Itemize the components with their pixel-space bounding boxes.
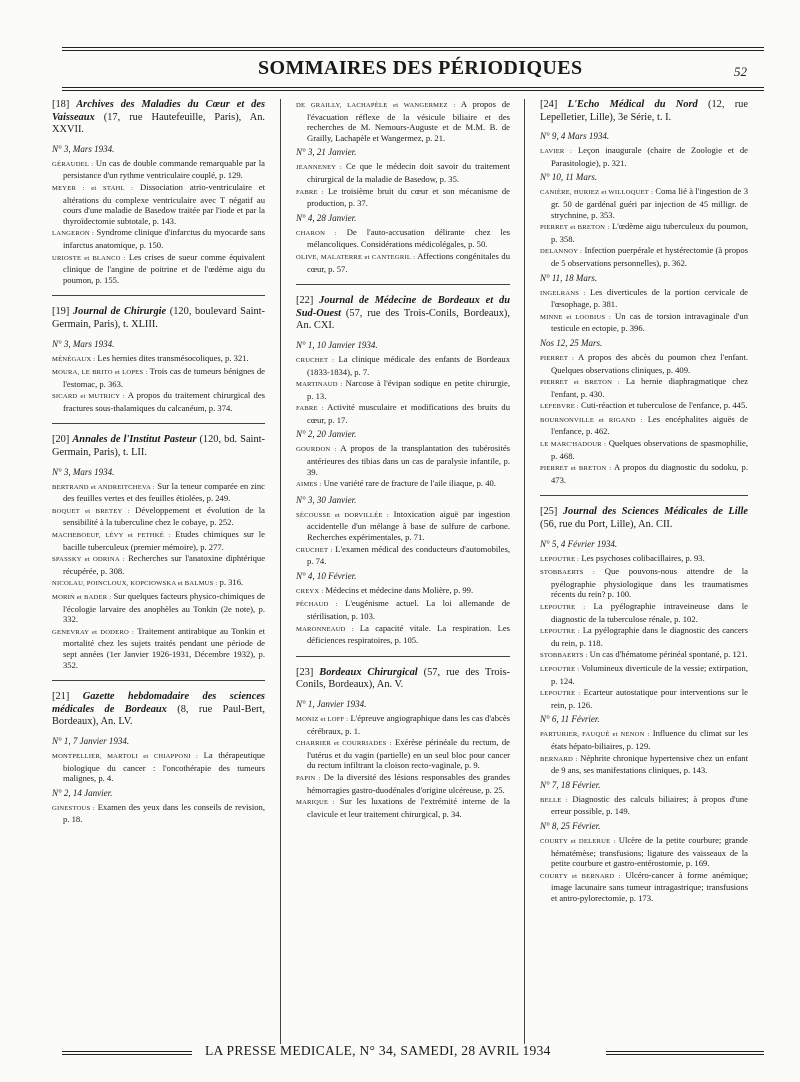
issue-label: N° 6, 11 Février. — [540, 714, 600, 725]
journal-number: [23] — [296, 666, 314, 678]
article-title: La thérapeutique biologique du cancer : l'oncothérapie des tumeurs malignes, p. 4. — [63, 749, 265, 784]
article-authors: PAPIN : — [296, 774, 321, 782]
journal-title — [296, 295, 510, 333]
section-divider — [296, 284, 510, 285]
article-authors: BERTRAND et ANDREITCHEVA : — [52, 483, 155, 491]
article-title: Ce que le médecin doit savoir du traitement chirurgical de la maladie de Basedow, p. 35. — [307, 161, 510, 184]
article-title: Etudes chimiques sur le bacille tuberculeux (premier mémoire), p. 277. — [63, 529, 265, 552]
article-entry — [296, 713, 510, 736]
article-entry — [296, 354, 510, 377]
column-divider — [280, 99, 281, 1044]
journal-section — [296, 295, 510, 646]
issue-label: N° 5, 4 Février 1934. — [540, 538, 618, 549]
article-entry — [52, 626, 265, 670]
journal-title — [52, 434, 265, 459]
article-entry — [540, 311, 748, 334]
section-divider — [540, 495, 748, 496]
section-divider — [52, 423, 265, 424]
journal-number: [22] — [296, 295, 314, 307]
journal-number: [25] — [540, 506, 558, 518]
article-authors: FABRE : — [296, 405, 324, 413]
issue-label: N° 3, Mars 1934. — [52, 338, 115, 349]
article-title: La clinique médicale des enfants de Bordeaux (1833-1834), p. 7. — [307, 353, 511, 377]
journal-title — [296, 667, 510, 692]
issue-label: N° 1, 7 Janvier 1934. — [52, 735, 130, 746]
page-title: SOMMAIRES DES PÉRIODIQUES — [258, 57, 583, 79]
article-title: Cuti-réaction et tuberculose de l'enfance, p. 445. — [580, 400, 748, 411]
article-authors: SPASSKY et ODRINA : — [52, 556, 125, 564]
article-title: Ulcéro-cancer à forme anémique; image lacunaire sans tumeur intragastrique; transfusions et antro-pylorectomie, p. 173. — [551, 869, 749, 903]
article-authors: JEANNENEY : — [296, 164, 342, 172]
journal-section — [540, 506, 748, 903]
footer-rule-left — [62, 1051, 192, 1055]
article-entry — [296, 796, 510, 819]
journal-section — [296, 99, 510, 274]
article-authors: PARTURIER, FAUQUÉ et NENON : — [540, 731, 650, 739]
journal-info: (17, rue Hautefeuille, Paris), An. XXVII. — [52, 111, 265, 136]
article-authors: MARONNEAUD : — [296, 625, 354, 633]
article-authors: MORIN et BADER : — [52, 594, 112, 601]
journal-name: Journal de Chirurgie — [72, 306, 167, 318]
article-authors: DE GRAILLY, LACHAPÈLE et WANGERMEZ : — [296, 102, 456, 109]
issue-label: N° 4, 10 Février. — [296, 570, 357, 581]
article-authors: CHARON : — [296, 229, 337, 237]
article-authors: GOURDON : — [296, 446, 337, 454]
article-title: Médecins et médecine dans Molière, p. 99. — [325, 584, 474, 595]
article-authors: PIERRET et BRETON : — [540, 465, 612, 473]
article-authors: GINESTOUS : — [52, 804, 95, 812]
journal-name: Journal de Médecine de Bordeaux et du Sud-Ouest — [296, 295, 510, 319]
article-authors: PIERRET et BRETON : — [540, 379, 620, 387]
article-entry — [296, 478, 510, 491]
article-entry — [540, 601, 748, 624]
article-entry — [540, 438, 748, 461]
issue-label: N° 1, 10 Janvier 1934. — [296, 339, 378, 350]
article-entry — [540, 728, 748, 751]
article-authors: LEPOUTRE : — [540, 665, 580, 673]
footer-rule-right — [606, 1051, 764, 1055]
journal-info: (8, rue Paul-Bert, Bordeaux), An. LV. — [52, 703, 266, 728]
article-entry — [52, 353, 265, 366]
article-title: De la diversité des lésions responsables des grandes hémorragies gastro-duodénales d'origine ulcéreuse, p. 25. — [307, 771, 510, 795]
issue-label: N° 3, 30 Janvier. — [296, 494, 357, 505]
issue-label: N° 3, Mars 1934. — [52, 466, 115, 477]
article-entry — [540, 145, 748, 168]
article-title: Leçon inaugurale (chaire de Zoologie et de Parasitologie), p. 321. — [551, 145, 748, 168]
issue-label: N° 2, 14 Janvier. — [52, 787, 113, 798]
article-authors: CREYX : — [296, 587, 324, 595]
article-authors: PIERRET : — [540, 354, 575, 362]
article-entry — [296, 737, 510, 771]
article-title: Activité musculaire et modifications des bruits du cœur, p. 17. — [307, 402, 510, 425]
article-authors: LEPOUTRE : — [540, 604, 586, 611]
article-title: Examen des yeux dans les conseils de revision, p. 18. — [63, 801, 265, 825]
article-title: La pyélographie intraveineuse dans le diagnostic de la tuberculose rénale, p. 102. — [551, 601, 748, 624]
article-title: Les diverticules de la portion cervicale de l'œsophage, p. 381. — [551, 286, 748, 310]
article-authors: CRUCHET : — [296, 356, 335, 364]
article-title: L'examen médical des conducteurs d'automobiles, p. 74. — [307, 543, 510, 567]
article-entry — [52, 553, 265, 576]
article-authors: LE MARC'HADOUR : — [540, 441, 607, 449]
article-title: Volumineux diverticule de la vessie; extirpation, p. 124. — [551, 662, 748, 686]
article-entry — [296, 251, 510, 274]
article-title: Traitement antirabique au Tonkin et mortalité chez les sujets traités pendant une période de sept années (1er Janvier 1926-1931, Décembre 1932), p. 352. — [63, 625, 266, 670]
article-authors: COURTY et DELERUE : — [540, 837, 616, 845]
column-1 — [52, 99, 265, 826]
journal-title — [52, 691, 265, 729]
article-authors: MONIZ et LOFF : — [296, 715, 349, 723]
article-authors: OLIVE, MALATERRE et CANTEGRIL : — [296, 253, 416, 261]
header-rule-top — [62, 47, 764, 51]
article-title: Les hernies dites transmésocoliques, p. 321. — [97, 352, 249, 363]
article-entry — [296, 509, 510, 543]
article-entry — [540, 376, 748, 399]
article-title: Sur les luxations de l'extrémité interne de la clavicule et leur traitement chirurgical, p. 34. — [307, 796, 510, 819]
article-title: Coma lié à l'ingestion de 3 gr. 50 de gardénal guéri par injection de 45 milligr. de strychnine, p. 353. — [551, 186, 749, 220]
article-authors: COURTY et BERNARD : — [540, 872, 621, 880]
journal-name: Journal des Sciences Médicales de Lille — [562, 506, 748, 518]
article-authors: MARTINAUD : — [296, 381, 343, 389]
article-entry — [52, 750, 265, 784]
issue-label: N° 4, 28 Janvier. — [296, 212, 357, 223]
journal-section — [52, 691, 265, 825]
section-divider — [296, 656, 510, 657]
article-entry — [296, 623, 510, 646]
journal-section — [296, 667, 510, 820]
article-title: Sur quelques facteurs physico-chimiques de l'écologie larvaire des anophèles au Tonkin (2e note), p. 332. — [63, 591, 265, 625]
journal-info: (120, bd. Saint-Germain, Paris), t. LII. — [52, 434, 265, 459]
article-entry — [296, 402, 510, 425]
article-entry — [296, 186, 510, 209]
journal-title — [52, 306, 265, 331]
article-title: La capacité vitale. La respiration. Les déficiences respiratoires, p. 105. — [307, 622, 510, 646]
article-entry — [540, 186, 748, 220]
article-authors: MARIQUE : — [296, 799, 335, 807]
article-title: A propos du traitement chirurgical des fractures sous-thalamiques du calcanéum, p. 374. — [63, 390, 265, 413]
issue-label: N° 2, 20 Janvier. — [296, 429, 357, 440]
journal-info: (120, boulevard Saint-Germain, Paris), t. XLIII. — [52, 306, 265, 330]
article-title: Narcose à l'évipan sodique en petite chirurgie, p. 13. — [307, 378, 510, 401]
article-entry — [52, 182, 265, 226]
article-title: Influence du climat sur les états hépato-biliaires, p. 129. — [551, 728, 748, 751]
article-entry — [52, 252, 265, 286]
issue-label: N° 3, Mars 1934. — [52, 143, 115, 154]
journal-title — [540, 99, 748, 124]
section-divider — [52, 295, 265, 296]
article-entry — [52, 505, 265, 528]
page-number: 52 — [734, 64, 747, 79]
article-title: Exérèse périnéale du rectum, de l'utérus et du vagin (partielle) en un seul bloc pour cancer du rectum infiltrant la cloison recto-vaginale, p. 9. — [307, 737, 510, 771]
article-authors: LAVIER : — [540, 148, 573, 156]
article-title: Trois cas de tumeurs bénignes de l'estomac, p. 363. — [63, 366, 265, 389]
article-entry — [52, 366, 265, 389]
article-authors: BOQUET et BRETEY : — [52, 507, 130, 515]
article-title: Recherches sur l'anatoxine diphtérique récupérée, p. 308. — [63, 553, 266, 576]
article-entry — [540, 794, 748, 817]
article-authors: GÉRAUDEL : — [52, 160, 94, 168]
article-title: Ulcère de la petite courbure; grande hématémèse; transfusions; ligature des vaisseaux de la petite courbure et gastro-entérostomie, p. 169. — [551, 834, 748, 869]
journal-section — [540, 99, 748, 485]
article-title: Un cas de double commande remarquable par la persistance d'un rythme ventriculaire couplé, p. 129. — [63, 157, 265, 181]
article-title: Infection puerpérale et hystérectomie (à propos de 5 observations personnelles), p. 362. — [551, 245, 748, 268]
article-authors: LANGERON : — [52, 230, 95, 238]
article-title: Développement et évolution de la sensibilité à la tuberculine chez le cobaye, p. 252. — [63, 504, 266, 528]
article-authors: MOURA, LE BRITO et LOPES : — [52, 369, 148, 377]
article-authors: GENEVRAY et DODERO : — [52, 628, 135, 636]
article-entry — [540, 221, 748, 244]
article-authors: MINNE et LOOBIUS : — [540, 313, 611, 321]
article-title: Syndrome clinique d'infarctus du myocarde sans infarctus anatomique, p. 150. — [63, 227, 266, 250]
article-entry — [52, 227, 265, 250]
article-entry — [52, 577, 265, 590]
article-entry — [52, 158, 265, 181]
issue-label: N° 10, 11 Mars. — [540, 172, 598, 183]
article-title: De l'auto-accusation délirante chez les mélancoliques. Considérations médicolégales, p. 50. — [307, 226, 510, 250]
article-entry — [540, 663, 748, 686]
article-entry — [296, 99, 510, 143]
article-entry — [296, 598, 510, 621]
article-authors: LEPOUTRE : — [540, 555, 580, 563]
article-entry — [296, 544, 510, 567]
article-authors: CHARRIER et COURRIADES : — [296, 740, 392, 748]
article-title: p. 316. — [219, 577, 244, 588]
article-title: Un cas de torsion intravaginale d'un testicule en ectopie, p. 396. — [551, 310, 748, 334]
article-authors: SICARD et MUTRICY : — [52, 393, 125, 401]
article-entry — [540, 553, 748, 566]
article-title: Ecarteur autostatique pour interventions sur le rein, p. 126. — [551, 687, 749, 710]
article-authors: LEPOUTRE : — [540, 628, 580, 636]
journal-name: Archives des Maladies du Cœur et des Vaisseaux — [52, 99, 265, 123]
issue-label: N° 7, 18 Février. — [540, 779, 601, 790]
article-title: Intoxication aiguë par ingestion accidentelle d'un mélange à base de sulfure de carbone. Recherches expérimentales, p. 71. — [307, 508, 510, 543]
header-rule-bottom — [62, 87, 764, 91]
article-title: Affections congénitales du cœur, p. 57. — [307, 250, 510, 274]
article-authors: INGELRANS : — [540, 289, 586, 297]
article-title: La pyélographie dans le diagnostic des cancers du rein, p. 118. — [551, 625, 749, 648]
article-title: Le troisième bruit du cœur et son mécanisme de production, p. 37. — [307, 185, 510, 209]
article-authors: DELANNOY : — [540, 248, 583, 256]
article-entry — [540, 566, 748, 600]
article-authors: FABRE : — [296, 188, 324, 196]
article-title: La hernie diaphragmatique chez l'enfant, p. 430. — [551, 376, 748, 399]
article-title: Sur la teneur comparée en zinc des feuilles vertes et des feuilles étiolées, p. 249. — [63, 480, 265, 504]
article-authors: STOBBAERTS : — [540, 652, 588, 660]
article-authors: AIMES : — [296, 481, 322, 489]
article-title: Quelques observations de spasmophilie, p. 468. — [551, 438, 748, 461]
article-entry — [296, 772, 510, 795]
journal-title — [52, 99, 265, 137]
article-authors: NICOLAU, POINCLOUX, KOPCIOWSKA et BALMUS : — [52, 580, 218, 588]
article-authors: BOURNONVILLE et RIGAND : — [540, 416, 643, 424]
article-authors: CRUCHET : — [296, 546, 333, 554]
article-entry — [540, 625, 748, 648]
article-entry — [540, 462, 748, 485]
article-authors: URIOSTE et BLANCO : — [52, 254, 126, 262]
article-entry — [540, 414, 748, 437]
journal-number: [24] — [540, 99, 558, 110]
article-title: Les psychoses colibacillaires, p. 93. — [581, 552, 705, 563]
article-authors: MONTPELLIER, MARTOLI et CHIAPPONI : — [52, 752, 199, 760]
journal-info: (56, rue du Port, Lille), An. CII. — [540, 519, 673, 531]
journal-name: Annales de l'Institut Pasteur — [72, 434, 197, 446]
article-entry — [52, 802, 265, 825]
footer-text: LA PRESSE MEDICALE, N° 34, SAMEDI, 28 AVRIL 1934 — [205, 1043, 551, 1058]
article-title: Néphrite chronique hypertensive chez un enfant de 9 ans, ses manifestations cliniques, p. 143. — [551, 752, 748, 776]
journal-info: (57, rue des Trois-Conils, Bordeaux), An. CXI. — [296, 307, 510, 332]
journal-title — [540, 506, 748, 531]
article-title: L'eugénisme actuel. La loi allemande de stérilisation, p. 103. — [307, 598, 510, 621]
article-entry — [540, 835, 748, 869]
article-entry — [52, 481, 265, 504]
article-entry — [296, 227, 510, 250]
journal-section — [52, 434, 265, 670]
article-title: L'épreuve angiographique dans les cas d'abcès cérébraux, p. 1. — [307, 712, 510, 736]
article-title: A propos des abcès du poumon chez l'enfant. Quelques observations cliniques, p. 409. — [551, 351, 748, 375]
article-authors: MEYER : et STAHL : — [52, 184, 134, 192]
article-entry — [296, 378, 510, 401]
article-title: Diagnostic des calculs biliaires; à propos d'une erreur possible, p. 149. — [551, 793, 748, 817]
article-title: Une variété rare de fracture de l'aile iliaque, p. 40. — [323, 478, 496, 489]
article-authors: MACHEBOEUF, LÉVY et FETHKÉ : — [52, 532, 171, 540]
article-entry — [52, 390, 265, 413]
issue-label: N° 1, Janvier 1934. — [296, 698, 367, 709]
issue-label: Nos 12, 25 Mars. — [540, 337, 603, 348]
article-entry — [540, 352, 748, 375]
article-entry — [52, 529, 265, 552]
article-entry — [540, 400, 748, 413]
journal-number: [20] — [52, 434, 70, 446]
article-authors: LEPOUTRE : — [540, 690, 581, 698]
article-title: Un cas d'hématome périnéal spontané, p. 121. — [589, 649, 748, 660]
article-entry — [296, 585, 510, 598]
article-entry — [52, 591, 265, 625]
article-entry — [540, 649, 748, 662]
article-title: Que pouvons-nous attendre de la pyélographie physiologique dans les traumatismes récents du rein? p. 100. — [551, 566, 749, 600]
article-entry — [296, 161, 510, 184]
article-entry — [540, 287, 748, 310]
journal-section — [52, 99, 265, 285]
journal-name: L'Echo Médical du Nord — [567, 99, 698, 110]
journal-number: [18] — [52, 99, 70, 110]
article-authors: SÉCOUSSE et DORVILLÉE : — [296, 511, 389, 519]
journal-name: Bordeaux Chirurgical — [319, 666, 418, 678]
issue-label: N° 8, 25 Février. — [540, 820, 601, 831]
article-entry — [540, 870, 748, 904]
article-authors: MÉNÉGAUX : — [52, 355, 96, 363]
column-divider — [524, 99, 525, 1044]
article-title: Les crises de sueur comme équivalent clinique de l'angine de poitrine et de l'œdème aigu du poumon, p. 155. — [63, 251, 265, 285]
article-authors: LEFEBVRE : — [540, 403, 579, 411]
journal-info: (12, rue Lepelletier, Lille), 3e Série, t. I. — [540, 99, 748, 123]
column-3 — [540, 99, 748, 904]
article-entry — [540, 245, 748, 268]
article-title: A propos du diagnostic du sodoku, p. 473. — [551, 462, 749, 485]
article-authors: PÉCHAUD : — [296, 601, 338, 609]
article-entry — [296, 443, 510, 477]
article-title: A propos de l'évacuation réflexe de la vésicule biliaire et des recherches de M. Nemours-Auguste et de M.M. B. de Grailly, Lachapèle et Wangermez, p. 21. — [307, 99, 510, 143]
article-authors: CANIÈRE, HURIEZ et WILLOQUET : — [540, 189, 654, 197]
journal-name: Gazette hebdomadaire des sciences médicales de Bordeaux — [52, 691, 265, 715]
article-title: L'œdème aigu tuberculeux du poumon, p. 358. — [551, 221, 749, 244]
article-title: Dissociation atrio-ventriculaire et altérations du complexe ventriculaire avec T négatif au cours d'une maladie de Basedow traitée par l'iode et par la thyroïdectomie subtotale, p. 143. — [63, 181, 265, 226]
journal-number: [19] — [52, 306, 70, 318]
journal-section — [52, 306, 265, 413]
article-authors: BELLE : — [540, 796, 568, 804]
issue-label: N° 9, 4 Mars 1934. — [540, 131, 610, 142]
article-authors: PIERRET et BRETON : — [540, 224, 610, 232]
journal-info: (57, rue des Trois-Conils, Bordeaux), An. V. — [296, 666, 510, 691]
article-authors: STOBBAERTS : — [540, 569, 596, 577]
article-title: A propos de la transplantation des tubérosités antérieures des tibias dans un cas de paralysie infantile, p. 39. — [307, 443, 510, 477]
article-title: Les encéphalites aiguës de l'enfance, p. 462. — [551, 413, 749, 437]
issue-label: N° 3, 21 Janvier. — [296, 147, 357, 158]
article-entry — [540, 687, 748, 710]
section-divider — [52, 680, 265, 681]
issue-label: N° 11, 18 Mars. — [540, 272, 598, 283]
column-2 — [296, 99, 510, 820]
journal-number: [21] — [52, 691, 70, 703]
article-authors: BERNARD : — [540, 755, 578, 763]
article-entry — [540, 753, 748, 776]
